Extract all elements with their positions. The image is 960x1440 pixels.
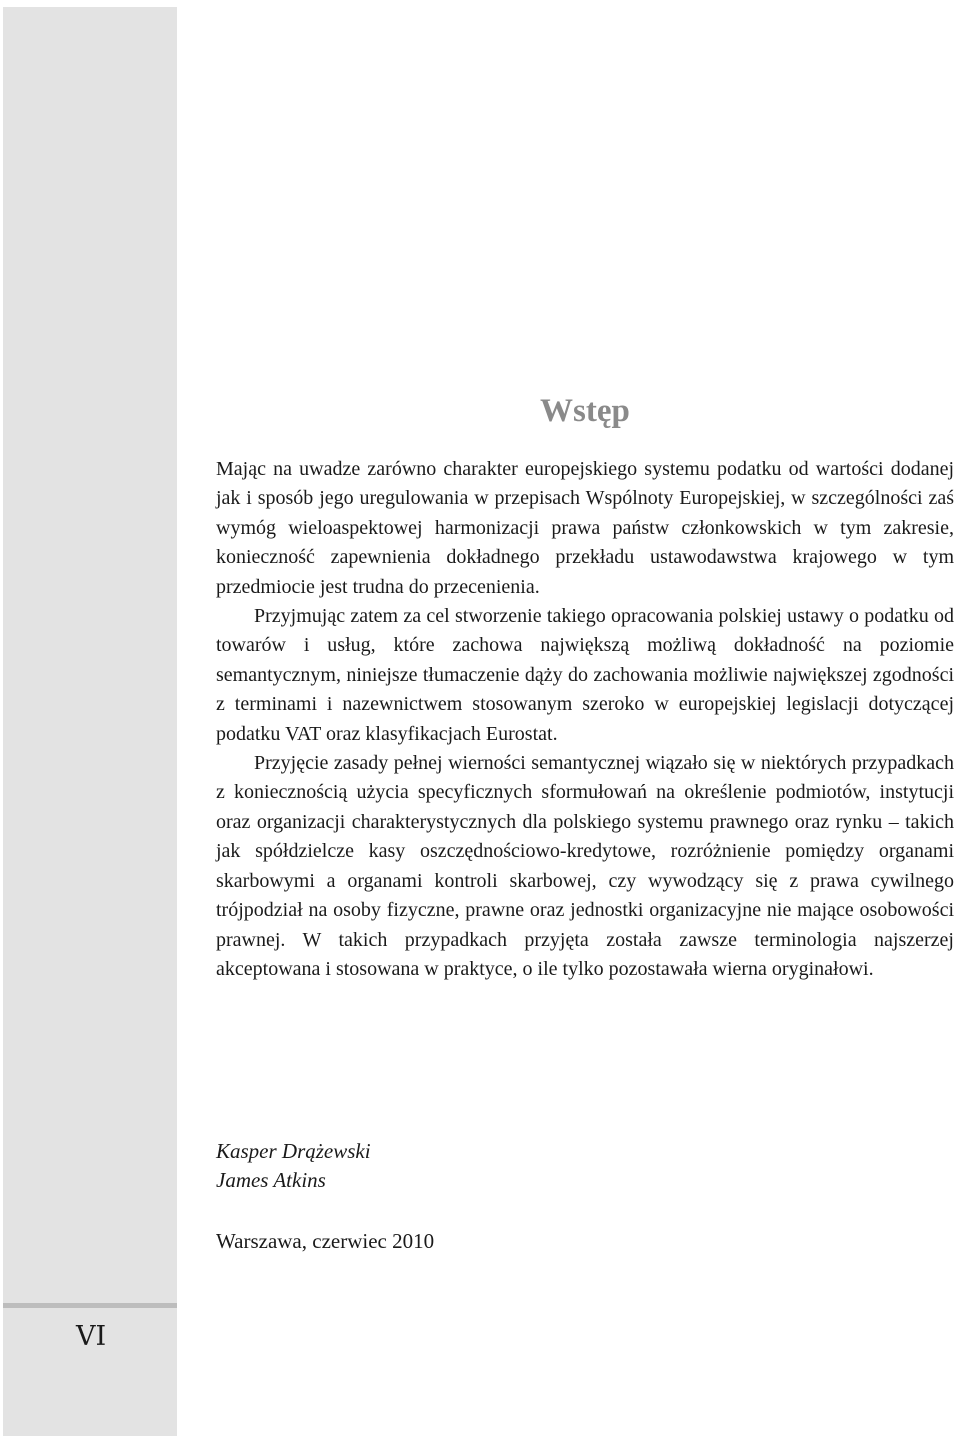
paragraph-2: Przyjmując zatem za cel stworzenie takiego opracowania polskiej ustawy o podatku od towarów i usług, które zachowa największą możliwą dokładność na poziomie semantycznym, niniejsze tłumaczenie dąży do zachowania możliwie największej zgodności z terminami i nazewnictwem stosowanym szeroko w europejskiej legislacji dotyczącej podatku VAT oraz klasyfikacjach Eurostat. — [216, 605, 954, 745]
place-and-date: Warszawa, czerwiec 2010 — [216, 1229, 435, 1253]
chapter-heading: Wstęp — [540, 393, 630, 429]
page-number: VI — [76, 1321, 107, 1352]
margin-band-top — [3, 7, 177, 1303]
signature-name: Kasper Drążewski — [216, 1139, 371, 1163]
signatures — [216, 1137, 371, 1195]
paragraph-1: Mając na uwadze zarówno charakter europejskiego systemu podatku od wartości dodanej jak i sposób jego uregulowania w przepisach Wspólnoty Europejskiej, w szczególności zaś wymóg wieloaspektowej harmonizacji prawa państw członkowskich w tym zakresie, konieczność zapewnienia dokładnego przekładu ustawodawstwa krajowego w tym przedmiocie jest trudna do przecenienia. — [216, 458, 954, 598]
signature-name: James Atkins — [216, 1168, 326, 1192]
paragraph-3: Przyjęcie zasady pełnej wierności semantycznej wiązało się w niektórych przypadkach z koniecznością użycia specyficznych sformułowań na określenie podmiotów, instytucji oraz organizacji charakterystycznych dla polskiego systemu prawnego oraz rynku – takich jak spółdzielcze kasy oszczędnościowo-kredytowe, rozróżnienie pomiędzy organami skarbowymi a organami kontroli skarbowej, czy wywodzący się z prawa cywilnego trójpodział na osoby fizyczne, prawne oraz jednostki organizacyjne nie mające osobowości prawnej. W takich przypadkach przyjęta została zawsze terminologia najszerzej akceptowana i stosowana w praktyce, o ile tylko pozostawała wierna oryginałowi. — [216, 752, 954, 980]
body-text — [216, 455, 954, 984]
